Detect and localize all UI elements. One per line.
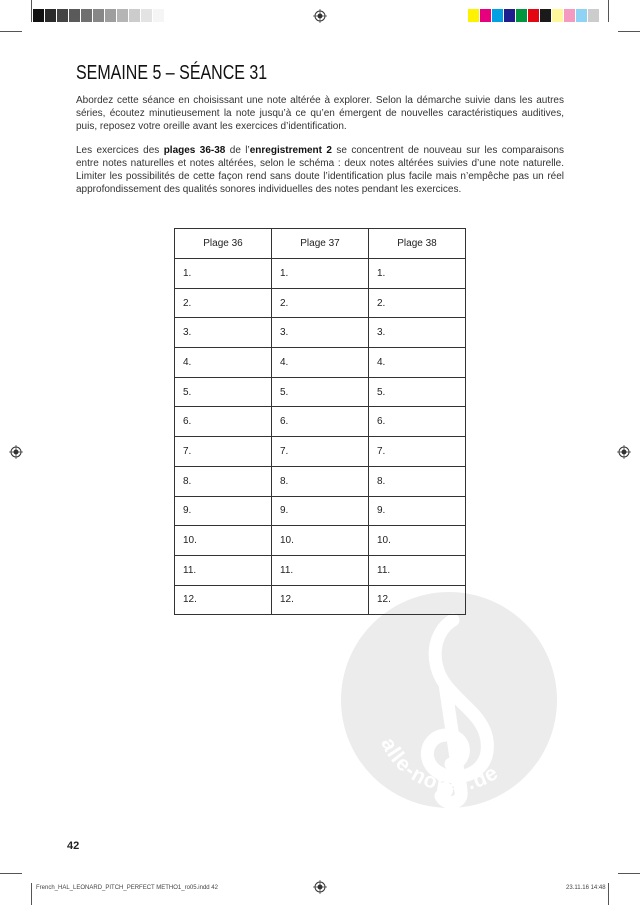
color-swatch [516, 9, 528, 22]
answer-cell: 1. [369, 259, 466, 289]
color-swatch [468, 9, 480, 22]
answer-cell: 5. [175, 377, 272, 407]
registration-mark-icon [9, 445, 23, 459]
answer-cell: 5. [272, 377, 369, 407]
color-swatch [141, 9, 153, 22]
color-swatch [528, 9, 540, 22]
answer-cell: 12. [272, 585, 369, 615]
table-header-row [175, 229, 466, 259]
crop-mark [608, 883, 609, 905]
footer-filename: French_HAL_LEONARD_PITCH_PERFECT METHO1_ro05.indd 42 [36, 885, 218, 891]
crop-mark [31, 0, 32, 22]
column-header-plage-38: Plage 38 [369, 229, 466, 259]
answer-cell: 8. [272, 466, 369, 496]
answer-cell: 9. [175, 496, 272, 526]
table-row [175, 259, 466, 289]
recording-highlight: enregistrement 2 [249, 145, 332, 156]
table-row [175, 526, 466, 556]
table-row [175, 496, 466, 526]
answer-cell: 1. [272, 259, 369, 289]
color-swatch [57, 9, 69, 22]
column-header-plage-36: Plage 36 [175, 229, 272, 259]
answer-cell: 7. [175, 437, 272, 467]
color-swatch [504, 9, 516, 22]
table-row [175, 318, 466, 348]
gray-calibration-bar [33, 9, 165, 22]
color-swatch [480, 9, 492, 22]
answer-cell: 12. [175, 585, 272, 615]
color-swatch [588, 9, 600, 22]
column-header-plage-37: Plage 37 [272, 229, 369, 259]
answer-cell: 2. [175, 288, 272, 318]
answer-cell: 3. [272, 318, 369, 348]
answer-cell: 8. [369, 466, 466, 496]
color-swatch [117, 9, 129, 22]
color-swatch [69, 9, 81, 22]
answer-cell: 7. [369, 437, 466, 467]
color-swatch [33, 9, 45, 22]
answer-cell: 8. [175, 466, 272, 496]
answer-cell: 6. [175, 407, 272, 437]
answer-cell: 4. [369, 348, 466, 378]
crop-mark [0, 873, 22, 874]
page-number: 42 [67, 840, 80, 852]
answer-cell: 7. [272, 437, 369, 467]
registration-mark-icon [617, 445, 631, 459]
text-run: se concentrent de nouveau sur les comparaisons entre notes naturelles et notes altérées, selon le schéma : deux notes altérées suivies d’une note naturelle. Limiter les possibilités de cette façon rend sans doute l’identification plus facile mais n’empêche pas un réel approfondissement des qualités sonores individuelles des notes pendant les exercices. [76, 145, 564, 195]
tracks-highlight: plages 36-38 [163, 145, 226, 156]
table-row [175, 348, 466, 378]
table-row [175, 437, 466, 467]
color-swatch [81, 9, 93, 22]
answer-cell: 5. [369, 377, 466, 407]
watermark-text: alle-noten.de [376, 734, 503, 797]
table-row [175, 466, 466, 496]
color-swatch [45, 9, 57, 22]
color-swatch [93, 9, 105, 22]
answer-cell: 4. [175, 348, 272, 378]
answer-cell: 9. [369, 496, 466, 526]
answer-cell: 10. [175, 526, 272, 556]
registration-mark-icon [313, 880, 327, 894]
color-calibration-bar [468, 9, 600, 22]
answer-cell: 11. [272, 555, 369, 585]
color-swatch [153, 9, 165, 22]
color-swatch [564, 9, 576, 22]
answer-cell: 3. [175, 318, 272, 348]
crop-mark [0, 31, 22, 32]
answer-cell: 6. [272, 407, 369, 437]
crop-mark [618, 873, 640, 874]
color-swatch [576, 9, 588, 22]
answer-cell: 11. [175, 555, 272, 585]
footer-timestamp: 23.11.16 14:48 [566, 885, 606, 891]
registration-mark-icon [313, 9, 327, 23]
answer-cell: 11. [369, 555, 466, 585]
crop-mark [31, 883, 32, 905]
answer-cell: 6. [369, 407, 466, 437]
table-row [175, 377, 466, 407]
color-swatch [540, 9, 552, 22]
watermark-logo [341, 592, 557, 808]
text-run: Les exercices des [76, 145, 164, 156]
answer-cell: 1. [175, 259, 272, 289]
answer-cell: 4. [272, 348, 369, 378]
table-row [175, 288, 466, 318]
color-swatch [105, 9, 117, 22]
color-swatch [552, 9, 564, 22]
color-swatch [129, 9, 141, 22]
page-title: SEMAINE 5 – SÉANCE 31 [76, 62, 268, 84]
answer-cell: 2. [369, 288, 466, 318]
text-run: de l’ [225, 145, 250, 156]
table-row [175, 585, 466, 615]
answer-cell: 2. [272, 288, 369, 318]
answer-cell: 10. [272, 526, 369, 556]
answer-table [174, 228, 466, 615]
table-row [175, 555, 466, 585]
answer-cell: 12. [369, 585, 466, 615]
answer-cell: 3. [369, 318, 466, 348]
crop-mark [608, 0, 609, 22]
color-swatch [492, 9, 504, 22]
answer-cell: 9. [272, 496, 369, 526]
intro-paragraph: Abordez cette séance en choisissant une note altérée à explorer. Selon la démarche suivie dans les autres séries, écoutez minutieusement la note jusqu’à ce qu’en émergent de nouvelles caractéristiques auditives, puis, reposez votre oreille avant les exercices d’identification. [76, 95, 564, 132]
answer-cell: 10. [369, 526, 466, 556]
crop-mark [618, 31, 640, 32]
table-row [175, 407, 466, 437]
instructions-paragraph [76, 144, 564, 196]
